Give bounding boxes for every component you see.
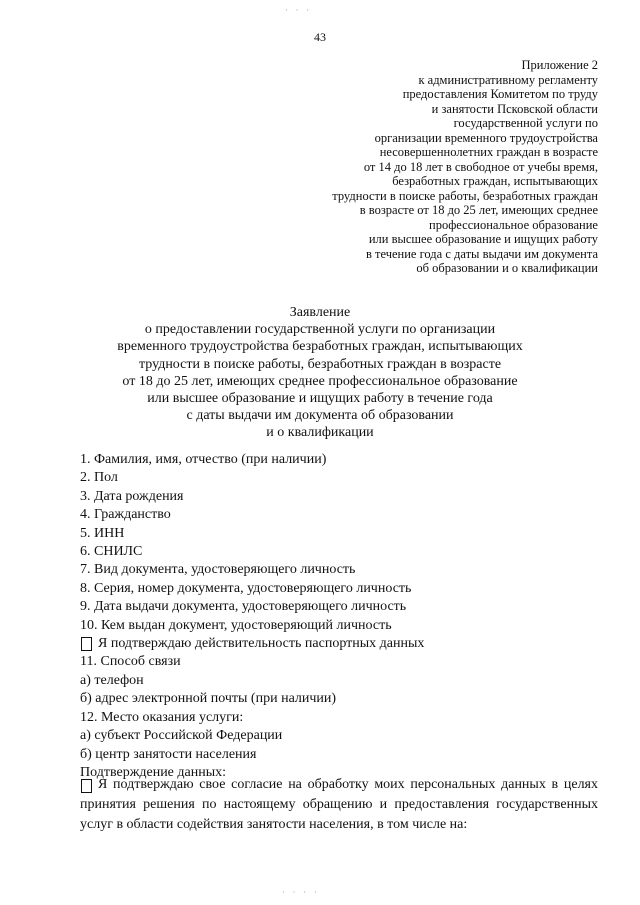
- title-line: от 18 до 25 лет, имеющих среднее профессиональное образование: [122, 373, 518, 389]
- document-title: [60, 304, 580, 442]
- form-fields: [80, 451, 600, 782]
- page-number: 43: [314, 30, 326, 44]
- appendix-line: предоставления Комитетом по труду: [402, 87, 598, 101]
- consent-first-line: [80, 775, 598, 795]
- appendix-line: от 14 до 18 лет в свободное от учебы время,: [363, 159, 598, 174]
- field-employment-center: б) центр занятости населения: [80, 746, 257, 762]
- appendix-line: несовершеннолетних граждан в возрасте: [379, 145, 598, 159]
- title-line: трудности в поиске работы, безработных граждан в возрасте: [138, 356, 502, 372]
- title-line: о предоставлении государственной услуги по организации: [144, 322, 496, 338]
- appendix-line: об образовании и о квалификации: [416, 261, 598, 275]
- appendix-line: профессиональное образование: [429, 217, 598, 232]
- passport-confirm-label: Я подтверждаю действительность паспортных данных: [98, 636, 425, 652]
- field-id-issue-date: 9. Дата выдачи документа, удостоверяющего личность: [80, 599, 407, 615]
- field-federal-subject: а) субъект Российской Федерации: [80, 728, 283, 744]
- field-id-document-type: 7. Вид документа, удостоверяющего личность: [80, 562, 356, 578]
- appendix-line: в течение года с даты выдачи им документа: [365, 246, 598, 261]
- appendix-line: Приложение 2: [521, 58, 598, 72]
- appendix-header: [278, 58, 598, 276]
- appendix-line: в возрасте от 18 до 25 лет, имеющих среднее: [359, 203, 598, 217]
- consent-block: [80, 775, 598, 835]
- scan-marks-top: · · ·: [285, 6, 312, 15]
- field-birth-date: 3. Дата рождения: [80, 488, 184, 504]
- title-line: с даты выдачи им документа об образовании: [186, 408, 454, 424]
- field-id-issued-by: 10. Кем выдан документ, удостоверяющий личность: [80, 617, 392, 633]
- field-contact-method: 11. Способ связи: [80, 654, 181, 670]
- field-inn: 5. ИНН: [80, 525, 125, 541]
- appendix-line: государственной услуги по: [453, 116, 598, 130]
- passport-confirm-row: [80, 635, 600, 653]
- appendix-line: трудности в поиске работы, безработных граждан: [332, 188, 598, 203]
- data-confirmation-heading: Подтверждение данных:: [80, 764, 227, 780]
- title-line: Заявление: [289, 305, 351, 320]
- consent-checkbox[interactable]: [81, 779, 92, 793]
- appendix-line: безработных граждан, испытывающих: [392, 174, 598, 188]
- consent-line: Я подтверждаю свое согласие на обработку моих персональных данных в целях: [98, 777, 598, 792]
- field-email: б) адрес электронной почты (при наличии): [80, 691, 337, 707]
- field-id-document-number: 8. Серия, номер документа, удостоверяющего личность: [80, 580, 412, 596]
- field-snils: 6. СНИЛС: [80, 544, 143, 560]
- field-sex: 2. Пол: [80, 470, 118, 486]
- passport-confirm-checkbox[interactable]: [81, 637, 92, 651]
- appendix-line: или высшее образование и ищущих работу: [368, 232, 598, 246]
- title-line: временного трудоустройства безработных граждан, испытывающих: [117, 339, 523, 355]
- title-line: или высшее образование и ищущих работу в течение года: [147, 391, 493, 407]
- field-full-name: 1. Фамилия, имя, отчество (при наличии): [80, 452, 327, 467]
- title-line: и о квалификации: [266, 425, 374, 441]
- field-phone: а) телефон: [80, 672, 144, 688]
- appendix-line: и занятости Псковской области: [431, 101, 598, 116]
- appendix-line: организации временного трудоустройства: [374, 130, 598, 145]
- scan-marks-bottom: · · · ·: [282, 888, 320, 897]
- appendix-line: к административному регламенту: [418, 72, 598, 87]
- consent-line: принятия решения по настоящему обращению и предоставления государственных: [80, 797, 598, 812]
- field-service-place: 12. Место оказания услуги:: [80, 709, 244, 725]
- consent-line: услуг в области содействия занятости населения, в том числе на:: [80, 817, 468, 832]
- field-citizenship: 4. Гражданство: [80, 507, 171, 523]
